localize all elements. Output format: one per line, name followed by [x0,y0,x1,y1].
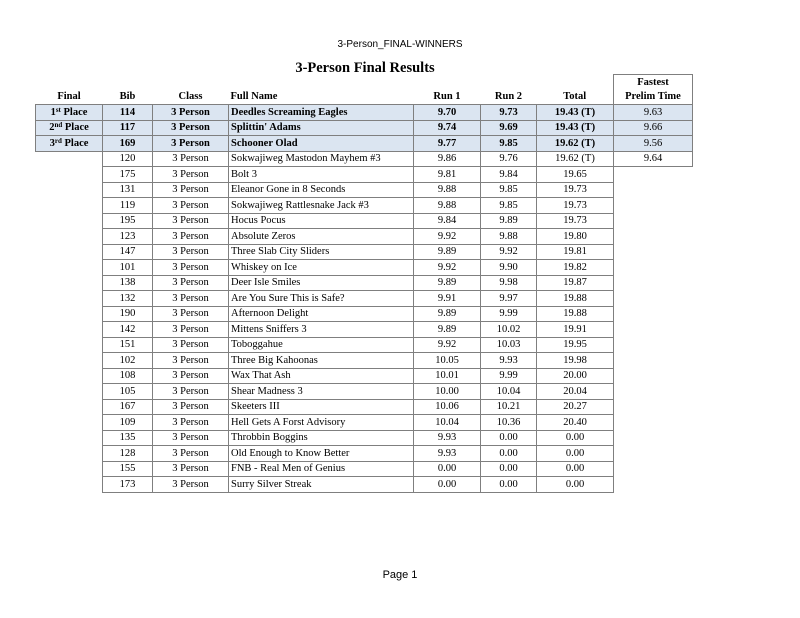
class-cell: 3 Person [153,151,229,167]
run2-cell: 9.99 [481,368,537,384]
name-cell: Are You Sure This is Safe? [229,291,414,307]
fastest-cell: 9.66 [614,120,693,136]
empty-place-cell [36,260,103,276]
total-cell: 19.43 (T) [537,120,614,136]
class-cell: 3 Person [153,461,229,477]
place-suffix: st [55,105,61,114]
class-cell: 3 Person [153,182,229,198]
bib-cell: 108 [103,368,153,384]
class-cell: 3 Person [153,430,229,446]
total-column-header: Total [563,91,587,103]
place-number: 1 [50,106,56,118]
bib-cell: 114 [103,105,153,121]
name-cell: Sokwajiweg Mastodon Mayhem #3 [229,151,414,167]
name-cell: Shear Madness 3 [229,384,414,400]
total-cell: 19.95 [537,337,614,353]
bib-column-header: Bib [119,91,136,103]
total-cell: 19.73 [537,198,614,214]
total-cell: 19.88 [537,291,614,307]
empty-place-cell [36,461,103,477]
total-cell: 19.62 (T) [537,136,614,152]
run1-cell: 9.93 [414,446,481,462]
fastest-header-line2: Prelim Time [614,90,693,105]
class-cell: 3 Person [153,368,229,384]
results-table [35,74,693,493]
empty-place-cell [36,167,103,183]
run2-cell: 10.03 [481,337,537,353]
header-row-top [36,75,693,90]
run1-cell: 9.89 [414,306,481,322]
empty-place-cell [36,337,103,353]
empty-fastest-cell [614,368,693,384]
total-cell: 0.00 [537,477,614,493]
winner-row [36,136,693,152]
table-row [36,368,693,384]
empty-fastest-cell [614,244,693,260]
class-cell: 3 Person [153,229,229,245]
name-cell: Bolt 3 [229,167,414,183]
table-row [36,415,693,431]
class-cell: 3 Person [153,198,229,214]
table-row [36,446,693,462]
name-cell: Hell Gets A Forst Advisory [229,415,414,431]
empty-fastest-cell [614,167,693,183]
name-column-header: Full Name [230,91,278,103]
run2-cell: 9.84 [481,167,537,183]
run1-cell: 9.92 [414,229,481,245]
class-cell: 3 Person [153,384,229,400]
table-row [36,213,693,229]
name-cell: Throbbin Boggins [229,430,414,446]
empty-place-cell [36,244,103,260]
table-row [36,461,693,477]
run2-cell: 9.85 [481,182,537,198]
place-cell [36,136,103,152]
bib-cell: 120 [103,151,153,167]
run1-cell: 0.00 [414,461,481,477]
run1-cell: 10.01 [414,368,481,384]
bib-cell: 131 [103,182,153,198]
class-cell: 3 Person [153,353,229,369]
table-row [36,337,693,353]
empty-fastest-cell [614,213,693,229]
empty-place-cell [36,477,103,493]
run1-cell: 10.05 [414,353,481,369]
class-cell: 3 Person [153,477,229,493]
total-cell: 19.73 [537,182,614,198]
name-cell: Eleanor Gone in 8 Seconds [229,182,414,198]
bib-cell: 190 [103,306,153,322]
run1-cell: 10.06 [414,399,481,415]
run1-cell: 9.70 [414,105,481,121]
total-cell: 20.40 [537,415,614,431]
name-cell: Mittens Sniffers 3 [229,322,414,338]
empty-fastest-cell [614,322,693,338]
class-cell: 3 Person [153,167,229,183]
results-body [36,151,693,492]
bib-cell: 151 [103,337,153,353]
run1-cell: 9.74 [414,120,481,136]
name-cell: FNB - Real Men of Genius [229,461,414,477]
run1-cell: 9.84 [414,213,481,229]
bib-cell: 147 [103,244,153,260]
bib-cell: 135 [103,430,153,446]
empty-place-cell [36,322,103,338]
name-cell: Schooner Olad [229,136,414,152]
total-cell: 0.00 [537,430,614,446]
winner-row [36,105,693,121]
run2-cell: 9.73 [481,105,537,121]
class-cell: 3 Person [153,260,229,276]
run2-cell: 0.00 [481,477,537,493]
run1-cell: 9.88 [414,182,481,198]
name-cell: Three Slab City Sliders [229,244,414,260]
bib-cell: 142 [103,322,153,338]
run2-cell: 9.69 [481,120,537,136]
run1-cell: 9.93 [414,430,481,446]
class-cell: 3 Person [153,244,229,260]
empty-place-cell [36,291,103,307]
bib-cell: 167 [103,399,153,415]
run1-cell: 9.89 [414,322,481,338]
table-row [36,151,693,167]
header-row [36,90,693,105]
empty-place-cell [36,353,103,369]
total-cell: 0.00 [537,461,614,477]
run1-cell: 9.86 [414,151,481,167]
class-cell: 3 Person [153,105,229,121]
total-cell: 19.81 [537,244,614,260]
name-cell: Skeeters III [229,399,414,415]
empty-fastest-cell [614,229,693,245]
bib-cell: 109 [103,415,153,431]
empty-place-cell [36,229,103,245]
name-cell: Absolute Zeros [229,229,414,245]
winners-body [36,105,693,152]
empty-fastest-cell [614,337,693,353]
empty-fastest-cell [614,430,693,446]
table-row [36,291,693,307]
bib-cell: 123 [103,229,153,245]
total-cell: 19.73 [537,213,614,229]
name-cell: Splittin' Adams [229,120,414,136]
empty-place-cell [36,368,103,384]
empty-fastest-cell [614,275,693,291]
page-title: 3-Person Final Results [295,60,435,76]
run1-cell: 9.77 [414,136,481,152]
name-cell: Hocus Pocus [229,213,414,229]
total-cell: 19.82 [537,260,614,276]
total-cell: 20.04 [537,384,614,400]
run2-cell: 0.00 [481,461,537,477]
run1-cell: 9.92 [414,337,481,353]
table-row [36,399,693,415]
total-cell: 19.88 [537,306,614,322]
empty-place-cell [36,399,103,415]
bib-cell: 101 [103,260,153,276]
name-cell: Old Enough to Know Better [229,446,414,462]
class-column-header: Class [178,91,203,103]
bib-cell: 169 [103,136,153,152]
total-cell: 19.80 [537,229,614,245]
run2-cell: 9.85 [481,136,537,152]
run2-cell: 9.97 [481,291,537,307]
empty-fastest-cell [614,306,693,322]
run1-cell: 10.04 [414,415,481,431]
bib-cell: 132 [103,291,153,307]
table-row [36,275,693,291]
total-cell: 20.27 [537,399,614,415]
class-cell: 3 Person [153,291,229,307]
empty-fastest-cell [614,446,693,462]
empty-fastest-cell [614,353,693,369]
total-cell: 0.00 [537,446,614,462]
class-cell: 3 Person [153,337,229,353]
empty-fastest-cell [614,291,693,307]
class-cell: 3 Person [153,136,229,152]
empty-fastest-cell [614,461,693,477]
table-row [36,384,693,400]
total-cell: 19.62 (T) [537,151,614,167]
run2-cell: 10.02 [481,322,537,338]
bib-cell: 128 [103,446,153,462]
run2-column-header: Run 2 [494,91,523,103]
place-word: Place [63,106,88,118]
place-word: Place [64,137,89,149]
run2-cell: 0.00 [481,446,537,462]
empty-place-cell [36,275,103,291]
place-cell [36,120,103,136]
run2-cell: 9.93 [481,353,537,369]
run1-cell: 9.89 [414,275,481,291]
class-cell: 3 Person [153,446,229,462]
empty-place-cell [36,384,103,400]
empty-fastest-cell [614,198,693,214]
total-cell: 19.43 (T) [537,105,614,121]
run1-cell: 9.92 [414,260,481,276]
bib-cell: 155 [103,461,153,477]
empty-place-cell [36,151,103,167]
table-row [36,306,693,322]
bib-cell: 119 [103,198,153,214]
page-footer: Page 1 [382,569,418,581]
table-row [36,322,693,338]
run2-cell: 9.85 [481,198,537,214]
run2-cell: 10.21 [481,399,537,415]
final-column-header: Final [57,91,81,103]
table-row [36,244,693,260]
name-cell: Afternoon Delight [229,306,414,322]
run1-column-header: Run 1 [433,91,461,103]
total-cell: 19.98 [537,353,614,369]
empty-place-cell [36,430,103,446]
run2-cell: 9.89 [481,213,537,229]
place-suffix: nd [54,121,63,130]
table-row [36,229,693,245]
empty-fastest-cell [614,477,693,493]
run1-cell: 9.88 [414,198,481,214]
total-cell: 19.87 [537,275,614,291]
name-cell: Toboggahue [229,337,414,353]
run2-cell: 10.36 [481,415,537,431]
bib-cell: 173 [103,477,153,493]
class-cell: 3 Person [153,120,229,136]
name-cell: Deer Isle Smiles [229,275,414,291]
winner-row [36,120,693,136]
place-number: 2 [49,122,55,134]
table-row [36,167,693,183]
place-number: 3 [49,137,55,149]
name-cell: Deedles Screaming Eagles [229,105,414,121]
run1-cell: 9.89 [414,244,481,260]
empty-place-cell [36,182,103,198]
empty-fastest-cell [614,399,693,415]
run1-cell: 9.81 [414,167,481,183]
run1-cell: 0.00 [414,477,481,493]
fastest-header-line1: Fastest [614,75,693,90]
empty-place-cell [36,213,103,229]
empty-place-cell [36,198,103,214]
run2-cell: 9.90 [481,260,537,276]
fastest-cell: 9.63 [614,105,693,121]
fastest-cell: 9.56 [614,136,693,152]
table-row [36,260,693,276]
class-cell: 3 Person [153,322,229,338]
table-row [36,198,693,214]
total-cell: 20.00 [537,368,614,384]
name-cell: Whiskey on Ice [229,260,414,276]
empty-place-cell [36,415,103,431]
bib-cell: 138 [103,275,153,291]
run2-cell: 0.00 [481,430,537,446]
name-cell: Surry Silver Streak [229,477,414,493]
run2-cell: 9.76 [481,151,537,167]
name-cell: Wax That Ash [229,368,414,384]
total-cell: 19.91 [537,322,614,338]
run1-cell: 9.91 [414,291,481,307]
bib-cell: 195 [103,213,153,229]
run2-cell: 10.04 [481,384,537,400]
table-row [36,477,693,493]
bib-cell: 105 [103,384,153,400]
empty-fastest-cell [614,260,693,276]
table-row [36,182,693,198]
table-row [36,353,693,369]
bib-cell: 117 [103,120,153,136]
fastest-cell: 9.64 [614,151,693,167]
run2-cell: 9.99 [481,306,537,322]
table-row [36,430,693,446]
empty-place-cell [36,446,103,462]
empty-fastest-cell [614,182,693,198]
run1-cell: 10.00 [414,384,481,400]
class-cell: 3 Person [153,415,229,431]
empty-fastest-cell [614,384,693,400]
class-cell: 3 Person [153,275,229,291]
class-cell: 3 Person [153,399,229,415]
run2-cell: 9.88 [481,229,537,245]
place-cell [36,105,103,121]
bib-cell: 102 [103,353,153,369]
class-cell: 3 Person [153,213,229,229]
total-cell: 19.65 [537,167,614,183]
document-header: 3-Person_FINAL-WINNERS [337,39,463,50]
place-suffix: rd [54,136,62,145]
name-cell: Sokwajiweg Rattlesnake Jack #3 [229,198,414,214]
place-word: Place [64,122,89,134]
empty-fastest-cell [614,415,693,431]
bib-cell: 175 [103,167,153,183]
run2-cell: 9.92 [481,244,537,260]
run2-cell: 9.98 [481,275,537,291]
empty-place-cell [36,306,103,322]
name-cell: Three Big Kahoonas [229,353,414,369]
class-cell: 3 Person [153,306,229,322]
